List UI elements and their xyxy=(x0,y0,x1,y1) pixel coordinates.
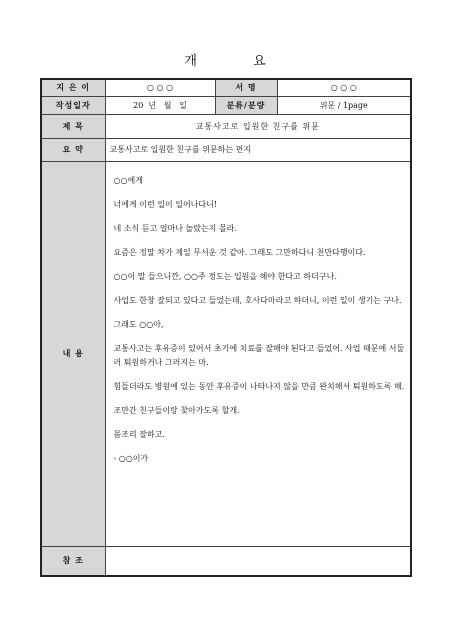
reference-label: 참 조 xyxy=(41,546,105,576)
overview-form-table xyxy=(40,78,412,577)
letter-line: 너에게 이런 일이 일어나다니! xyxy=(113,199,218,209)
letter-line: 그래도 ○○아, xyxy=(113,319,164,329)
summary-value: 교통사고로 입원한 친구를 위문하는 편지 xyxy=(105,138,411,161)
subject-value: 교통사고로 입원한 친구를 위문 xyxy=(105,114,411,138)
page-title: 개 요 xyxy=(184,54,292,69)
content-label: 내 용 xyxy=(41,161,105,546)
subject-label: 제 목 xyxy=(41,114,105,138)
letter-line: 몸조리 잘하고. xyxy=(113,429,165,439)
letter-line: 네 소식 듣고 얼마나 놀랐는지 몰라. xyxy=(113,223,237,233)
category-value: 위문 / 1page xyxy=(277,96,411,114)
summary-label: 요 약 xyxy=(41,138,105,161)
letter-line: 조만간 친구들이랑 찾아가도록 할게. xyxy=(113,405,240,415)
signature-label: 서 명 xyxy=(215,79,277,96)
reference-value xyxy=(105,546,411,576)
letter-body xyxy=(105,161,411,546)
letter-line: ○○이 말 들으니깐, ○○주 정도는 입원을 해야 한다고 하더구나. xyxy=(113,271,337,281)
category-label: 분류/분량 xyxy=(215,96,277,114)
letter-line: 교통사고는 후유증이 있어서 초기에 치료를 잘해야 된다고 들었어. 사업 때문에 서둘러 퇴원하거나 그러지는 마. xyxy=(113,343,405,367)
letter-line: ○○에게 xyxy=(113,175,143,185)
letter-line: 힘들더라도 병원에 있는 동안 후유증이 나타나지 않을 만큼 완치해서 퇴원하도록 해. xyxy=(113,381,405,391)
date-value: 20 년 월 일 xyxy=(105,96,215,114)
date-label: 작성일자 xyxy=(41,96,105,114)
author-value: ○ ○ ○ xyxy=(105,79,215,96)
letter-signoff: - ○○이가 xyxy=(113,453,149,463)
author-label: 지 은 이 xyxy=(41,79,105,96)
signature-value: ○ ○ ○ xyxy=(277,79,411,96)
letter-line: 요즘은 정말 차가 제일 무서운 것 같아. 그래도 그만하다니 천만다행이다. xyxy=(113,247,366,257)
letter-line: 사업도 한창 잘되고 있다고 들었는데, 호사다마라고 하더니, 이런 일이 생기는 구나. xyxy=(113,295,402,305)
